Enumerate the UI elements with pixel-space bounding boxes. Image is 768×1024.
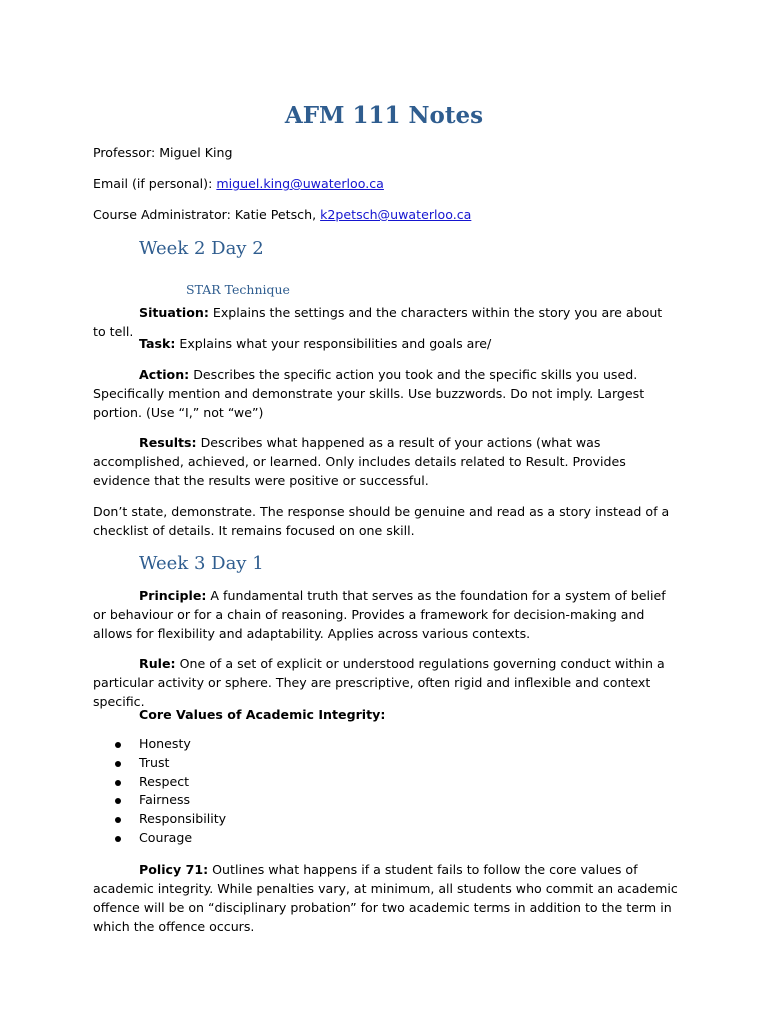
list-item — [93, 791, 226, 810]
policy71-label: Policy 71: — [139, 862, 209, 877]
rule-label: Rule: — [139, 656, 176, 671]
list-item — [93, 735, 226, 754]
list-item-label: Responsibility — [139, 811, 227, 827]
email-line — [93, 174, 683, 193]
task-text: Explains what your responsibilities and goals are/ — [175, 336, 492, 351]
task-paragraph — [93, 334, 678, 353]
rule-paragraph — [93, 654, 678, 711]
list-item — [93, 773, 226, 792]
email-label: Email (if personal): — [93, 176, 217, 191]
rule-text: One of a set of explicit or understood regulations governing conduct within a particular activity or sphere. They are prescriptive, often rigid and inflexible and context specific. — [93, 656, 665, 709]
bullet-icon — [115, 836, 121, 842]
star-note-paragraph: Don’t state, demonstrate. The response should be genuine and read as a story instead of a checklist of details. It remains focused on one skill. — [93, 504, 670, 538]
principle-paragraph — [93, 586, 678, 643]
bullet-icon — [115, 761, 121, 767]
bullet-icon — [115, 780, 121, 786]
results-paragraph — [93, 433, 678, 490]
list-item-label: Honesty — [139, 736, 191, 751]
list-item-label: Fairness — [139, 792, 191, 808]
bullet-icon — [115, 817, 121, 823]
list-item — [93, 754, 226, 773]
star-technique-heading: STAR Technique — [186, 282, 290, 297]
core-values-list — [93, 735, 226, 848]
document-title: AFM 111 Notes — [284, 102, 484, 129]
list-item-label: Courage — [139, 829, 193, 845]
action-label: Action: — [139, 367, 190, 382]
principle-text: A fundamental truth that serves as the foundation for a system of belief or behaviour or for a chain of reasoning. Provides a framework for decision-making and allows for flexibility and adaptability. Applies across various contexts. — [93, 588, 666, 641]
task-label: Task: — [139, 336, 176, 351]
list-item — [93, 829, 226, 848]
policy71-text: Outlines what happens if a student fails to follow the core values of academic integrity. While penalties vary, at minimum, all students who commit an academic offence will be on “disciplinary probation” for two academic terms in addition to the term in which the offence occurs. — [93, 862, 678, 934]
policy71-paragraph — [93, 860, 678, 936]
situation-text: Explains the settings and the characters within the story you are about to tell. — [93, 305, 663, 339]
situation-label: Situation: — [139, 305, 209, 320]
list-item-label: Respect — [139, 773, 190, 789]
results-text: Describes what happened as a result of your actions (what was accomplished, achieved, or learned. Only includes details related to Result. Provides evidence that the results were positive or successful. — [93, 435, 626, 488]
email-link[interactable]: miguel.king@uwaterloo.ca — [216, 176, 384, 191]
bullet-icon — [115, 742, 121, 748]
principle-label: Principle: — [139, 588, 207, 603]
action-text: Describes the specific action you took and the specific skills you used. Specifically mention and demonstrate your skills. Use buzzwords. Do not imply. Largest portion. (Use “I,” not “we”) — [93, 367, 645, 420]
core-values-heading: Core Values of Academic Integrity: — [139, 707, 386, 722]
list-item — [93, 810, 226, 829]
professor-line: Professor: Miguel King — [93, 145, 233, 160]
admin-label: Course Administrator: Katie Petsch, — [93, 207, 321, 222]
list-item-label: Trust — [139, 754, 170, 770]
action-paragraph — [93, 365, 678, 422]
admin-email-link[interactable]: k2petsch@uwaterloo.ca — [320, 207, 472, 222]
bullet-icon — [115, 798, 121, 804]
admin-line — [93, 205, 683, 224]
week2-heading: Week 2 Day 2 — [139, 238, 264, 259]
results-label: Results: — [139, 435, 197, 450]
week3-heading: Week 3 Day 1 — [139, 553, 264, 574]
